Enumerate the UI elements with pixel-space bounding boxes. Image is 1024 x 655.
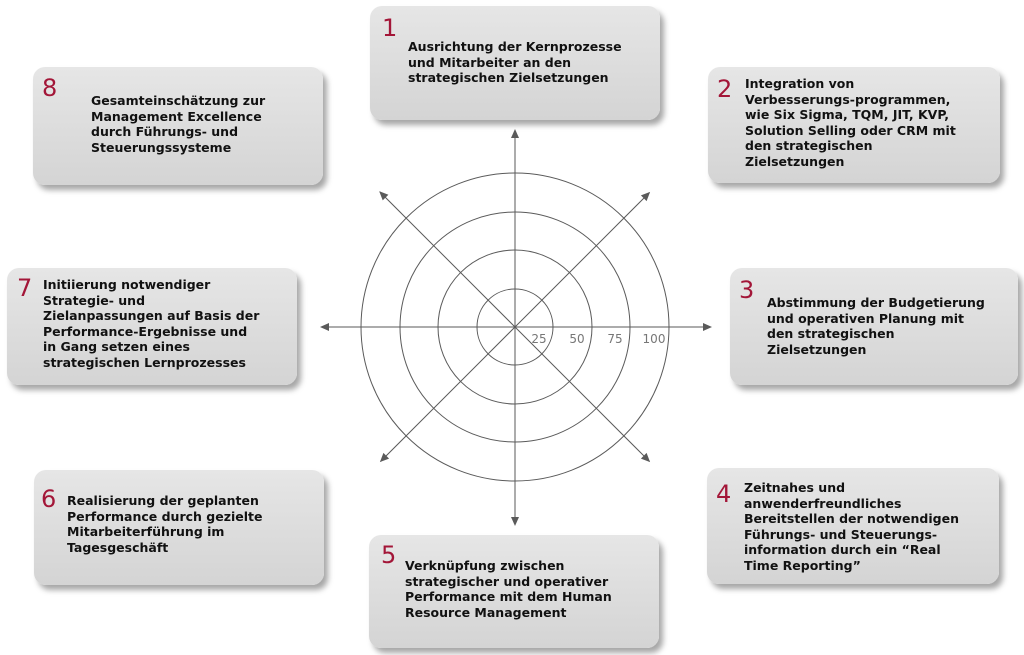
radar-axis-8 (380, 192, 515, 327)
radar-axis-6 (381, 327, 515, 461)
scale-label-100: 100 (642, 332, 666, 346)
box-1-text: Ausrichtung der Kernprozesse und Mitarbeiter an den strategischen Zielsetzungen (408, 39, 622, 85)
box-4 (707, 468, 999, 584)
box-1-number: 1 (382, 14, 398, 42)
scale-label-50: 50 (569, 332, 585, 346)
radar-axis-2 (515, 193, 649, 327)
box-8-text: Gesamteinschätzung zur Management Excellence durch Führungs- und Steuerungssysteme (91, 93, 266, 155)
box-7-text: Initiierung notwendiger Strategie- und Zielanpassungen auf Basis der Performance-Ergebnisse und in Gang setzen eines strategischen Lernprozesses (43, 277, 260, 370)
box-7-number: 7 (17, 274, 33, 302)
radar-axis-4 (515, 327, 649, 461)
box-2 (708, 67, 1000, 183)
box-3 (730, 268, 1018, 385)
box-5 (369, 535, 659, 648)
box-7 (7, 268, 297, 385)
scale-label-25: 25 (531, 332, 547, 346)
box-8-number: 8 (42, 74, 58, 102)
box-8 (33, 67, 323, 185)
box-4-number: 4 (716, 480, 732, 508)
radar-axes (321, 130, 711, 525)
box-3-number: 3 (739, 276, 755, 304)
box-6-text: Realisierung der geplanten Performance durch gezielte Mitarbeiterführung im Tagesgeschäft (67, 493, 263, 555)
scale-label-75: 75 (607, 332, 623, 346)
box-5-number: 5 (381, 541, 397, 569)
box-3-text: Abstimmung der Budgetierung und operativen Planung mit den strategischen Zielsetzungen (767, 295, 985, 357)
box-6 (34, 470, 324, 585)
box-5-text: Verknüpfung zwischen strategischer und operativer Performance mit dem Human Resource Management (405, 558, 612, 620)
box-2-number: 2 (717, 75, 733, 103)
box-4-text: Zeitnahes und anwenderfreundliches Bereitstellen der notwendigen Führungs- und Steuerungs- information durch ein “Real Time Reporting” (744, 480, 959, 573)
box-1 (370, 6, 660, 120)
box-6-number: 6 (41, 485, 57, 513)
box-2-text: Integration von Verbesserungs-programmen, wie Six Sigma, TQM, JIT, KVP, Solution Selling oder CRM mit den strategischen Zielsetzungen (745, 76, 956, 169)
